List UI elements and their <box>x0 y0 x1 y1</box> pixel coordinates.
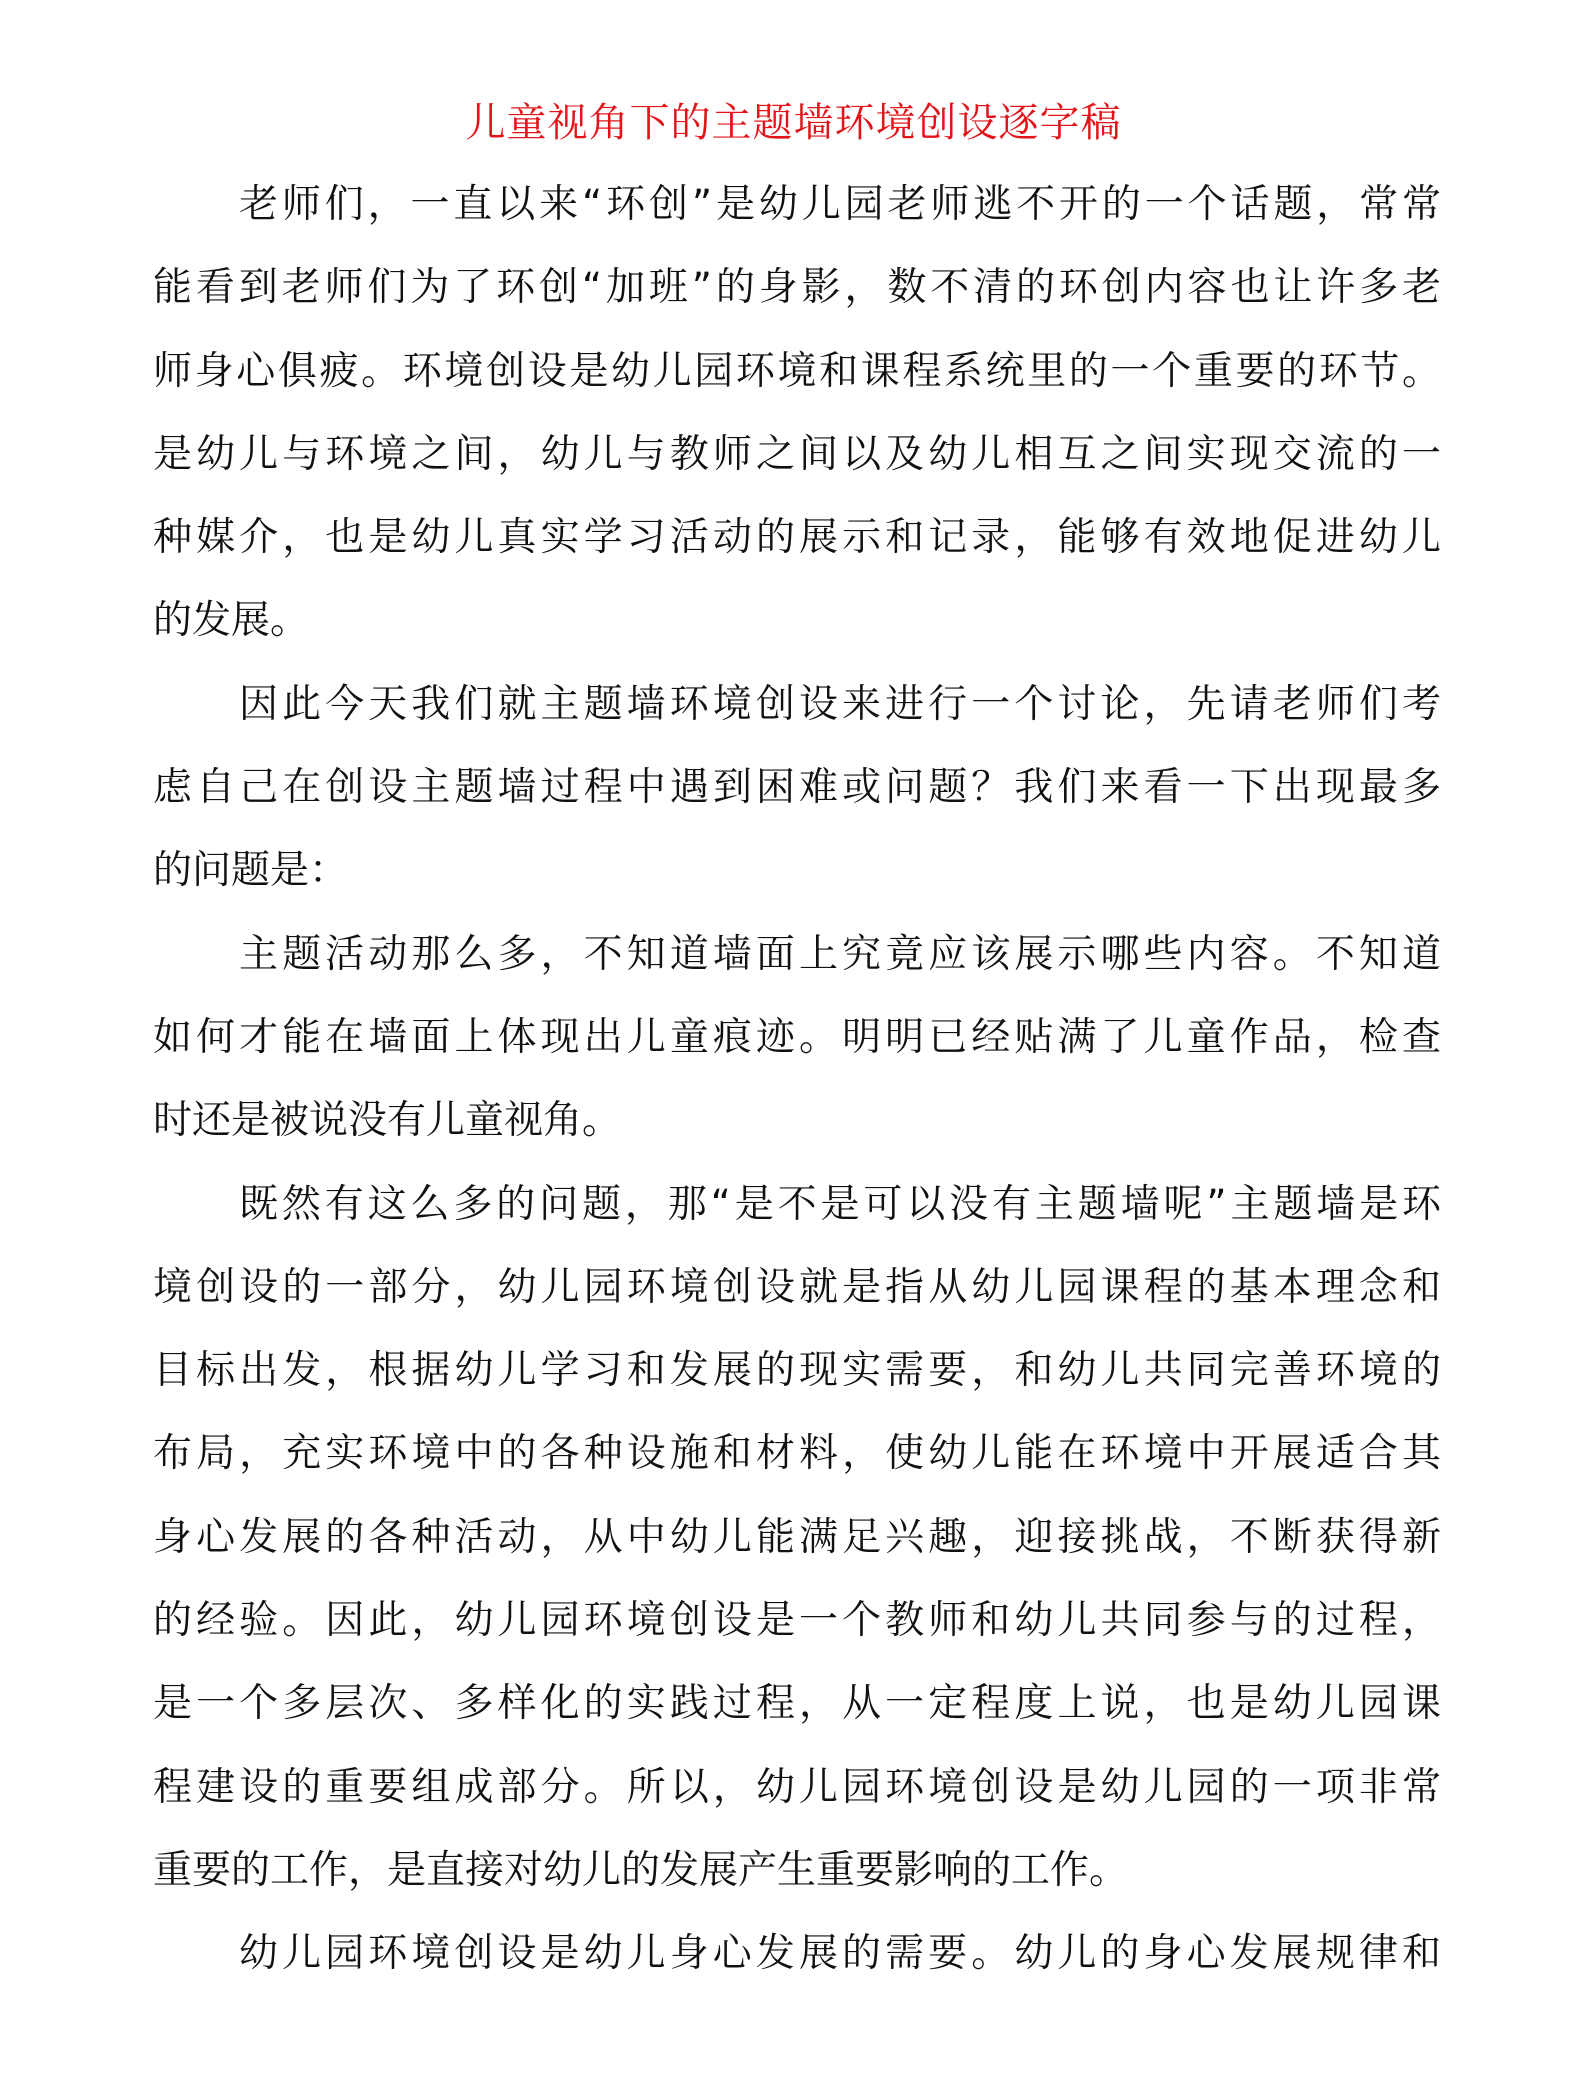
paragraph-2 <box>153 663 1441 913</box>
paragraph-5 <box>153 1912 1441 1995</box>
text-line: 目标出发，根据幼儿学习和发展的现实需要，和幼儿共同完善环境的 <box>153 1348 1441 1394</box>
text-line: 是一个多层次、多样化的实践过程，从一定程度上说，也是幼儿园课 <box>153 1681 1441 1727</box>
text-line: 重要的工作，是直接对幼儿的发展产生重要影响的工作。 <box>153 1847 1129 1893</box>
text-line: 的问题是： <box>153 848 349 894</box>
paragraph-1 <box>153 163 1441 663</box>
text-line: 能看到老师们为了环创“加班”的身影，数不清的环创内容也让许多老 <box>153 265 1441 311</box>
text-line: 是幼儿与环境之间，幼儿与教师之间以及幼儿相互之间实现交流的一 <box>153 431 1441 477</box>
text-line: 既然有这么多的问题，那“是不是可以没有主题墙呢”主题墙是环 <box>239 1181 1441 1227</box>
text-line: 的经验。因此，幼儿园环境创设是一个教师和幼儿共同参与的过程， <box>153 1598 1441 1644</box>
document-body <box>153 163 1441 1996</box>
text-line: 如何才能在墙面上体现出儿童痕迹。明明已经贴满了儿童作品，检查 <box>153 1014 1441 1060</box>
text-line: 境创设的一部分，幼儿园环境创设就是指从幼儿园课程的基本理念和 <box>153 1264 1441 1310</box>
text-line: 主题活动那么多，不知道墙面上究竟应该展示哪些内容。不知道 <box>239 931 1441 977</box>
text-line: 时还是被说没有儿童视角。 <box>153 1098 622 1144</box>
text-line: 程建设的重要组成部分。所以，幼儿园环境创设是幼儿园的一项非常 <box>153 1764 1441 1810</box>
document-title: 儿童视角下的主题墙环境创设逐字稿 <box>465 100 1122 146</box>
text-line: 虑自己在创设主题墙过程中遇到困难或问题？我们来看一下出现最多 <box>153 765 1441 811</box>
text-line: 的发展。 <box>153 598 310 644</box>
text-line: 种媒介，也是幼儿真实学习活动的展示和记录，能够有效地促进幼儿 <box>153 515 1441 561</box>
text-line: 因此今天我们就主题墙环境创设来进行一个讨论，先请老师们考 <box>239 681 1441 727</box>
text-line: 身心发展的各种活动，从中幼儿能满足兴趣，迎接挑战，不断获得新 <box>153 1514 1441 1560</box>
paragraph-4 <box>153 1163 1441 1913</box>
text-line: 老师们，一直以来“环创”是幼儿园老师逃不开的一个话题，常常 <box>239 182 1441 227</box>
text-line: 师身心俱疲。环境创设是幼儿园环境和课程系统里的一个重要的环节。 <box>153 348 1441 394</box>
paragraph-3 <box>153 913 1441 1163</box>
text-line: 布局，充实环境中的各种设施和材料，使幼儿能在环境中开展适合其 <box>153 1431 1441 1477</box>
text-line: 幼儿园环境创设是幼儿身心发展的需要。幼儿的身心发展规律和 <box>239 1931 1441 1977</box>
